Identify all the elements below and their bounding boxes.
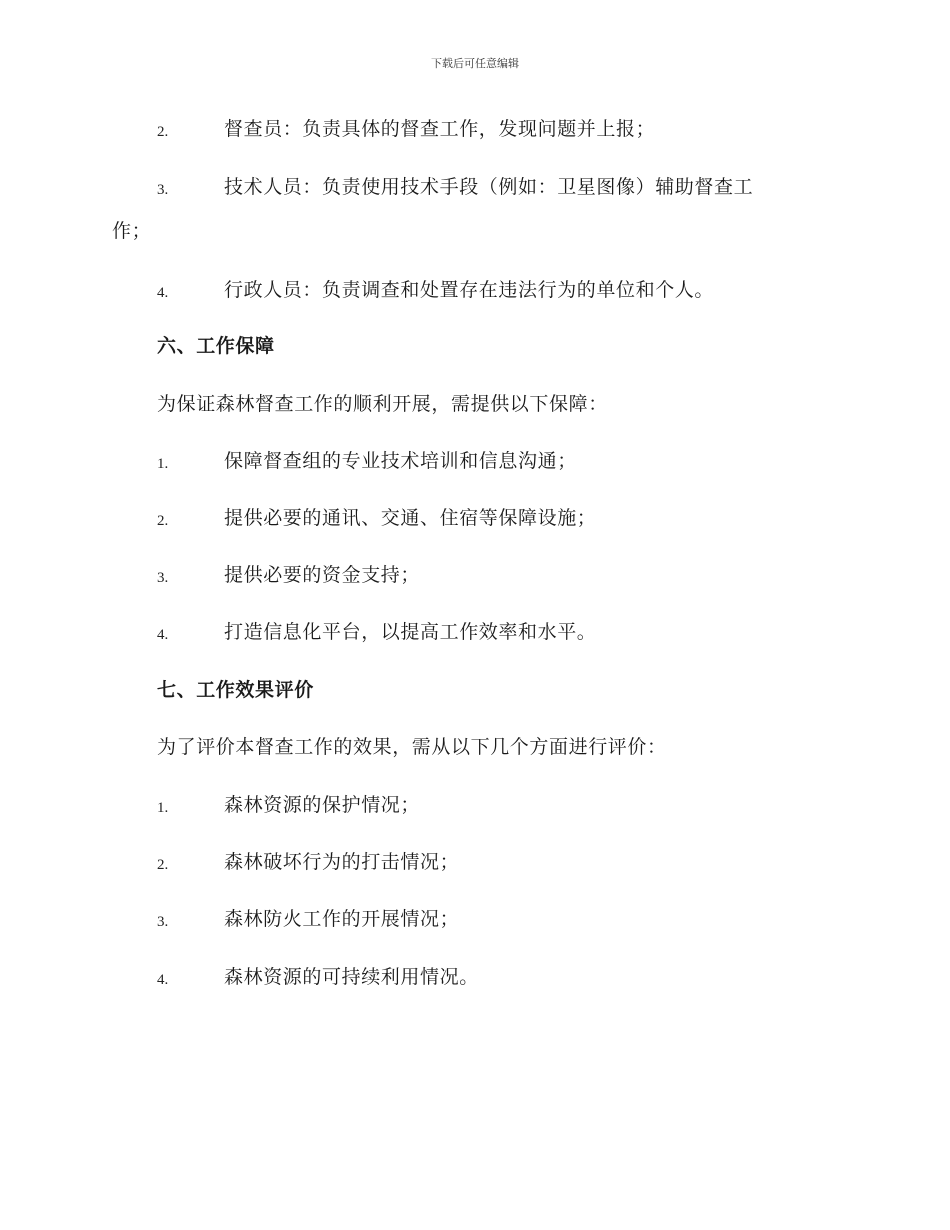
list-text: 森林资源的可持续利用情况。: [224, 966, 479, 988]
list-text: 提供必要的通讯、交通、住宿等保障设施；: [224, 507, 597, 529]
list-text: 保障督查组的专业技术培训和信息沟通；: [224, 450, 577, 472]
list-number: 2.: [157, 857, 169, 873]
list-number: 4.: [157, 627, 169, 643]
section-heading: 七、工作效果评价: [157, 679, 314, 701]
list-text: 打造信息化平台，以提高工作效率和水平。: [224, 621, 597, 643]
list-number: 2.: [157, 124, 169, 140]
list-number: 4.: [157, 972, 169, 988]
list-number: 3.: [157, 570, 169, 586]
list-number: 2.: [157, 513, 169, 529]
list-text: 森林防火工作的开展情况；: [224, 908, 460, 930]
list-number: 3.: [157, 182, 169, 198]
list-number: 4.: [157, 285, 169, 301]
list-text: 行政人员：负责调查和处置存在违法行为的单位和个人。: [224, 279, 715, 301]
page-header: 下载后可任意编辑: [431, 57, 519, 70]
list-number: 3.: [157, 914, 169, 930]
list-number: 1.: [157, 456, 169, 472]
list-text: 森林破坏行为的打击情况；: [224, 851, 460, 873]
list-text: 督查员：负责具体的督查工作，发现问题并上报；: [224, 118, 656, 140]
list-text: 技术人员：负责使用技术手段（例如：卫星图像）辅助督查工: [224, 176, 754, 198]
list-number: 1.: [157, 800, 169, 816]
list-text: 提供必要的资金支持；: [224, 564, 421, 586]
section-heading: 六、工作保障: [157, 335, 275, 357]
section-intro: 为了评价本督查工作的效果，需从以下几个方面进行评价：: [157, 736, 667, 758]
list-text-continuation: 作；: [112, 220, 152, 242]
section-intro: 为保证森林督查工作的顺利开展，需提供以下保障：: [157, 393, 608, 415]
list-text: 森林资源的保护情况；: [224, 794, 421, 816]
